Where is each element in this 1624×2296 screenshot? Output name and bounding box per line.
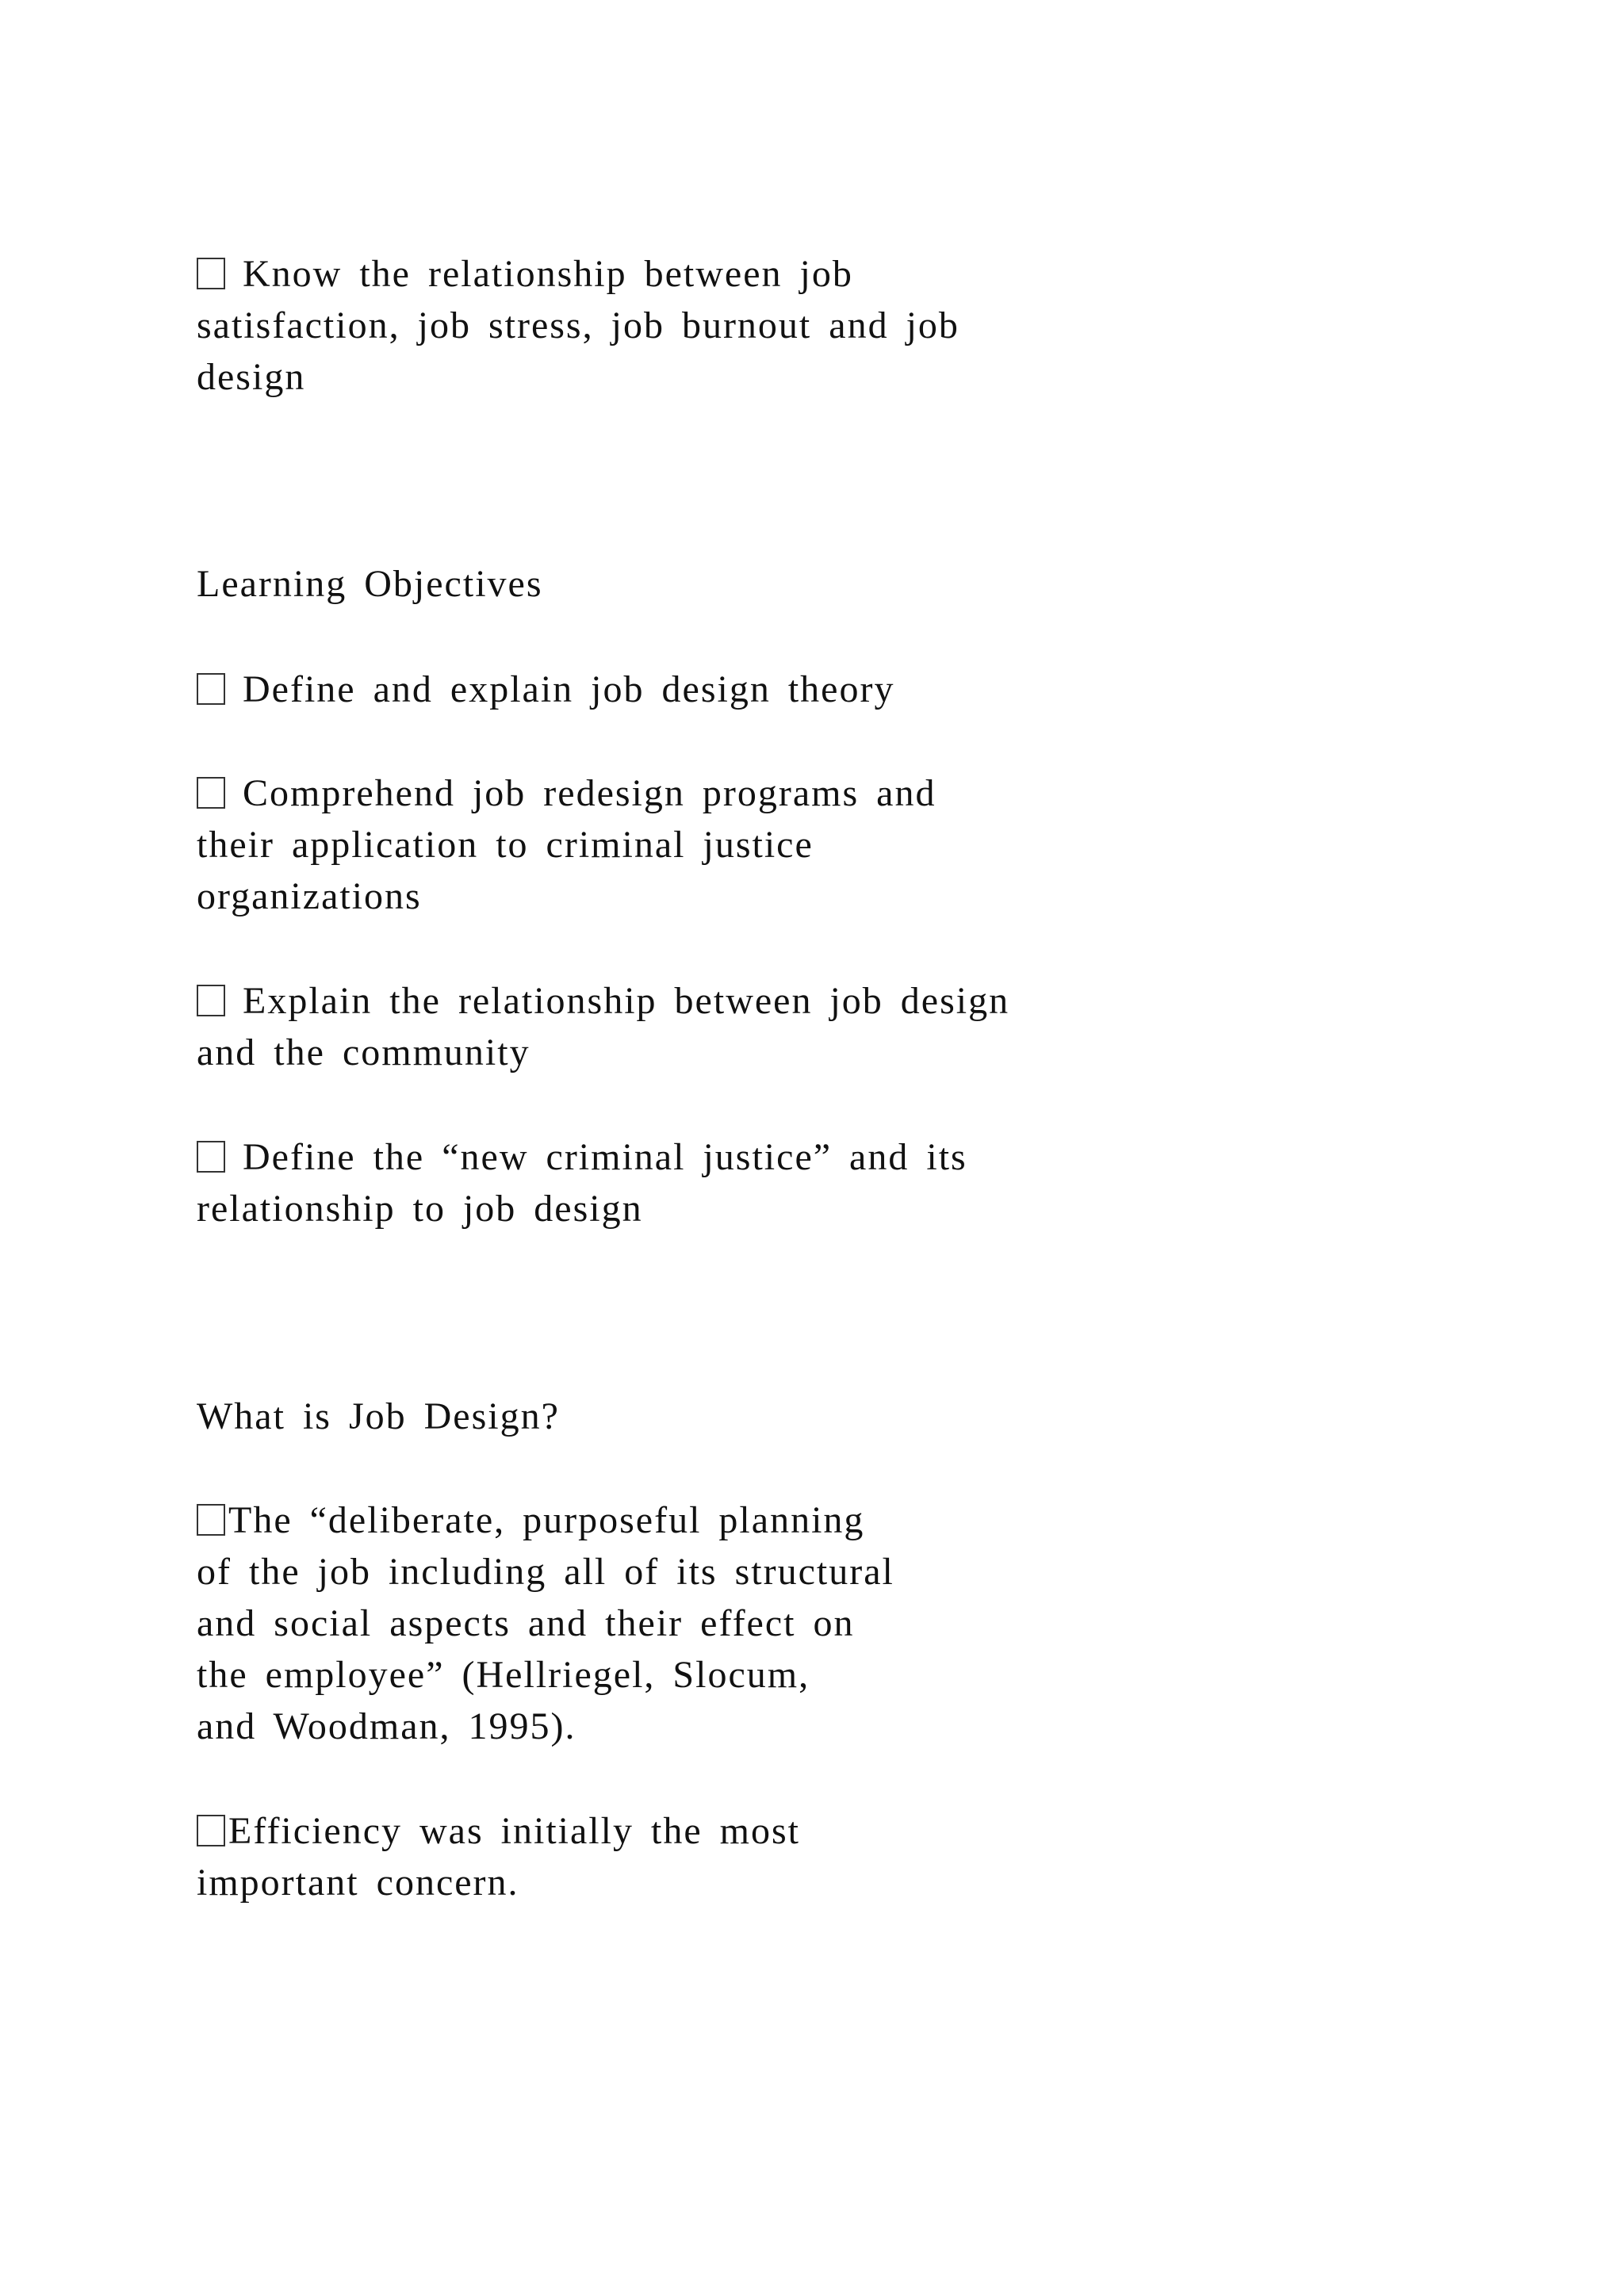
text-line: important concern. — [197, 1862, 519, 1904]
bullet-efficiency-concern — [197, 1805, 1386, 1908]
bullet-box-icon — [197, 673, 225, 705]
text-line: design — [197, 356, 306, 398]
bullet-comprehend-redesign — [197, 767, 1386, 922]
text-line: Define and explain job design theory — [197, 664, 1386, 715]
text-line: and social aspects and their effect on — [197, 1602, 855, 1644]
text-line: Know the relationship between job — [197, 248, 1386, 300]
text-line: and the community — [197, 1031, 530, 1073]
text-line: Define the “new criminal justice” and its — [197, 1131, 1386, 1183]
bullet-new-criminal-justice — [197, 1131, 1386, 1234]
text-line: Explain the relationship between job design — [197, 975, 1386, 1027]
bullet-explain-community — [197, 975, 1386, 1078]
bullet-box-icon — [197, 1141, 225, 1173]
bullet-box-icon — [197, 1815, 225, 1846]
text-line: The “deliberate, purposeful planning — [197, 1494, 1386, 1546]
text-line: the employee” (Hellriegel, Slocum, — [197, 1654, 810, 1696]
text-line: satisfaction, job stress, job burnout and job — [197, 304, 959, 346]
bullet-box-icon — [197, 777, 225, 809]
text-line: their application to criminal justice — [197, 824, 814, 866]
text-line: Comprehend job redesign programs and — [197, 767, 1386, 819]
text-line: organizations — [197, 875, 422, 917]
bullet-deliberate-definition — [197, 1494, 1386, 1752]
text-line: and Woodman, 1995). — [197, 1705, 576, 1747]
bullet-define-job-design — [197, 664, 1386, 715]
learning-objectives-heading: Learning Objectives — [197, 563, 543, 605]
what-is-job-design-heading: What is Job Design? — [197, 1395, 560, 1437]
bullet-know-relationship — [197, 248, 1386, 403]
text-line: of the job including all of its structural — [197, 1551, 894, 1593]
bullet-box-icon — [197, 258, 225, 289]
text-line: Efficiency was initially the most — [197, 1805, 1386, 1857]
bullet-box-icon — [197, 985, 225, 1016]
bullet-box-icon — [197, 1504, 225, 1536]
text-line: relationship to job design — [197, 1188, 643, 1230]
